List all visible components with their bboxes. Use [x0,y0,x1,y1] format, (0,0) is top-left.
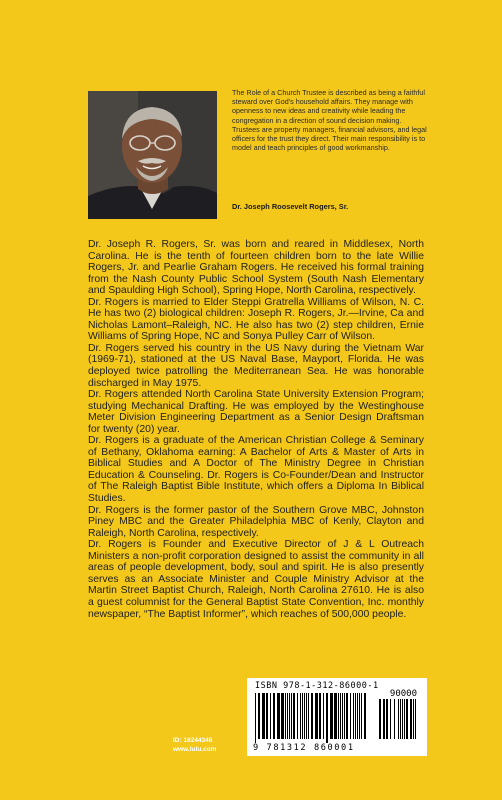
bio-paragraph-3: Dr. Rogers served his country in the US Navy during the Vietnam War (1969-71), stationed at the US Naval Base, Mayport, Florida. He was deployed twice patrolling the Mediterranean Sea. He was honorable discharged in May 1975. [88,342,424,389]
barcode-bar [346,693,348,739]
bio-paragraph-1: Dr. Joseph R. Rogers, Sr. was born and reared in Middlesex, North Carolina. He is the tenth of fourteen children born to the late Willie Rogers, Jr. and Pearlie Graham Rogers. He received his formal training from the Nash County Public School System (South Nash Elementary and Spaulding High School), Spring Hope, North Carolina, respectively. [88,239,424,297]
addon-bar [398,699,399,739]
barcode-bar [326,693,328,743]
barcode-bar [255,693,256,743]
barcode-bar [308,693,309,739]
barcode-bar [285,693,286,739]
barcode-bar [350,693,351,739]
barcode-bar [289,693,290,739]
addon-bar [379,699,381,739]
barcode-bar [281,693,284,739]
barcode-bars [255,693,419,743]
ean-digits: 9 781312 860001 [253,743,355,753]
publisher-id: ID: 16244348 [173,737,213,744]
bio-paragraph-2: Dr. Rogers is married to Elder Steppi Gratrella Williams of Wilson, N. C. He has two (2) biological children: Joseph R. Rogers, Jr.—Irvine, Ca and Nicholas Lamont–Raleigh, NC. He also has two (2) step children, Ernie Williams of Spring Hope, NC and Sonya Pulley Carr of Wilson. [88,296,424,343]
addon-bar [400,699,401,739]
price-code: 90000 [389,689,417,699]
barcode-bar [302,693,303,739]
barcode-bar [273,693,275,739]
addon-bar [410,699,412,739]
isbn-number: ISBN 978-1-312-86000-1 [255,681,379,691]
barcode-bar [330,693,333,739]
barcode-bar [353,693,354,739]
barcode-bar [359,693,360,739]
barcode-bar [357,693,358,739]
barcode-bar [334,693,337,739]
author-biography [88,239,424,620]
barcode-bar [304,693,305,739]
barcode-bar [270,693,271,739]
barcode-bar [306,693,307,739]
barcode-bar [344,693,345,739]
barcode-bar [300,693,301,739]
addon-bar [402,699,403,739]
quote-signature: Dr. Joseph Roosevelt Rogers, Sr. [232,202,349,211]
bio-paragraph-5: Dr. Rogers is a graduate of the American Christian College & Seminary of Bethany, Oklahoma earning: A Bachelor of Arts & Master of Arts in Biblical Studies and A Doctor of The Ministry Degree in Christian Education & Counseling. Dr. Rogers is Co-Founder/Dean and Instructor of The Raleigh Baptist Bible Institute, which offers a Diploma In Biblical Studies. [88,435,424,505]
barcode-bar [311,693,313,739]
barcode-bar [315,693,318,739]
addon-bar [390,699,391,739]
addon-bar [386,699,388,739]
barcode-bar [277,693,280,739]
bio-paragraph-6: Dr. Rogers is the former pastor of the Southern Grove MBC, Johnston Piney MBC and the Greater Philadelphia MBC of Kenly, Clayton and Raleigh, North Carolina, respectively. [88,504,424,539]
barcode-bar [361,693,362,739]
barcode-bar [364,693,366,739]
quote-paragraph-2: Trustees are property managers, financial advisors, and legal officers for the trust they direct. Their main responsibility is to model and teach principles of good workmanship. [232,124,427,153]
addon-bar [406,699,408,739]
addon-bar [394,699,395,739]
publisher-info [173,736,216,754]
barcode-bar [319,693,321,739]
addon-bar [383,699,385,739]
barcode-bar [338,693,339,739]
barcode-bar [266,693,268,739]
barcode-bar [287,693,288,739]
addon-bar [413,699,414,739]
barcode-bar [297,693,298,739]
isbn-barcode [247,678,427,756]
barcode-bar [342,693,343,739]
barcode-bar [262,693,265,739]
trustee-quote [232,88,444,152]
author-photo [88,91,217,219]
bio-paragraph-7: Dr. Rogers is Founder and Executive Director of J & L Outreach Ministers a non-profit corporation designed to assist the community in all areas of people development, body, soul and spirit. He is also presently serves as an Associate Minister and Couple Ministry Advisor at the Martin Street Baptist Church, Raleigh, North Carolina 27610. He is also a guest columnist for the General Baptist State Convention, Inc. monthly newspaper, “The Baptist Informer”, which reaches of 500,000 people. [88,539,424,620]
barcode-bar [323,693,324,739]
addon-bar [404,699,405,739]
barcode-bar [293,693,295,739]
barcode-bar [291,693,292,739]
barcode-bar [340,693,341,739]
quote-paragraph-1: The Role of a Church Trustee is described as being a faithful steward over God's household affairs. They manage with openness to new ideas and creativity while leading the congregation in a direction of sound decision making. [232,88,425,125]
bio-paragraph-4: Dr. Rogers attended North Carolina State University Extension Program; studying Mechanical Drafting. He was employed by the Westinghouse Meter Division Engineering Department as a Senior Design Draftsman for twenty (20) year. [88,389,424,435]
barcode-bar [355,693,356,739]
publisher-site: www.lulu.com [173,746,217,753]
barcode-bar [258,693,260,739]
addon-bar [415,699,416,739]
author-portrait-image [88,91,217,219]
